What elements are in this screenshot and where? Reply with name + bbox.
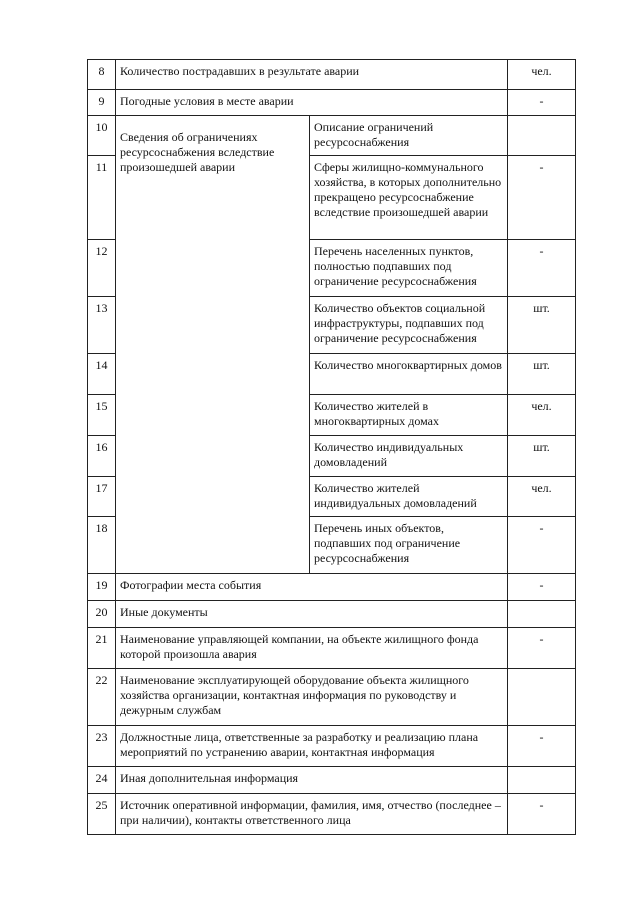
row-label: Наименование управляющей компании, на объекте жилищного фонда которой произошла авария xyxy=(116,628,508,669)
row-unit: чел. xyxy=(508,477,576,517)
row-number: 11 xyxy=(88,156,116,240)
row-number: 25 xyxy=(88,794,116,835)
row-unit: шт. xyxy=(508,436,576,477)
row-number: 14 xyxy=(88,354,116,395)
row-number: 10 xyxy=(88,116,116,156)
table-row xyxy=(88,90,576,116)
row-sublabel: Количество объектов социальной инфраструктуры, подпавших под ограничение ресурсоснабжения xyxy=(310,297,508,354)
row-number: 21 xyxy=(88,628,116,669)
row-sublabel: Перечень населенных пунктов, полностью подпавших под ограничение ресурсоснабжения xyxy=(310,240,508,297)
row-number: 19 xyxy=(88,574,116,601)
row-label: Погодные условия в месте аварии xyxy=(116,90,508,116)
row-sublabel: Описание ограничений ресурсоснабжения xyxy=(310,116,508,156)
table-row xyxy=(88,669,576,726)
row-unit: - xyxy=(508,90,576,116)
table-row xyxy=(88,726,576,767)
row-number: 22 xyxy=(88,669,116,726)
table-row xyxy=(88,601,576,628)
row-label: Иные документы xyxy=(116,601,508,628)
table-row xyxy=(88,574,576,601)
row-sublabel: Количество жителей индивидуальных домовладений xyxy=(310,477,508,517)
row-unit: - xyxy=(508,517,576,574)
table-row xyxy=(88,60,576,90)
row-number: 17 xyxy=(88,477,116,517)
row-number: 12 xyxy=(88,240,116,297)
group-label: Сведения об ограничениях ресурсоснабжения вследствие произошедшей аварии xyxy=(116,116,310,574)
table-row xyxy=(88,116,576,156)
row-label: Фотографии места события xyxy=(116,574,508,601)
row-number: 20 xyxy=(88,601,116,628)
row-unit: шт. xyxy=(508,354,576,395)
table-row xyxy=(88,767,576,794)
table-row xyxy=(88,628,576,669)
row-unit: чел. xyxy=(508,395,576,436)
row-unit: - xyxy=(508,726,576,767)
row-number: 8 xyxy=(88,60,116,90)
row-number: 9 xyxy=(88,90,116,116)
row-sublabel: Перечень иных объектов, подпавших под ограничение ресурсоснабжения xyxy=(310,517,508,574)
row-label: Источник оперативной информации, фамилия, имя, отчество (последнее – при наличии), контакты ответственного лица xyxy=(116,794,508,835)
row-number: 16 xyxy=(88,436,116,477)
row-label: Количество пострадавших в результате аварии xyxy=(116,60,508,90)
row-unit xyxy=(508,116,576,156)
row-sublabel: Сферы жилищно-коммунального хозяйства, в которых дополнительно прекращено ресурсоснабжение вследствие произошедшей аварии xyxy=(310,156,508,240)
row-number: 18 xyxy=(88,517,116,574)
row-number: 13 xyxy=(88,297,116,354)
row-label: Наименование эксплуатирующей оборудование объекта жилищного хозяйства организации, контактная информация по руководству и дежурным службам xyxy=(116,669,508,726)
row-number: 15 xyxy=(88,395,116,436)
row-label: Иная дополнительная информация xyxy=(116,767,508,794)
row-sublabel: Количество индивидуальных домовладений xyxy=(310,436,508,477)
row-unit: шт. xyxy=(508,297,576,354)
table-row xyxy=(88,794,576,835)
row-unit xyxy=(508,669,576,726)
row-unit xyxy=(508,601,576,628)
row-number: 24 xyxy=(88,767,116,794)
info-table xyxy=(87,59,576,835)
row-number: 23 xyxy=(88,726,116,767)
row-unit: - xyxy=(508,240,576,297)
row-unit xyxy=(508,767,576,794)
row-unit: чел. xyxy=(508,60,576,90)
row-sublabel: Количество многоквартирных домов xyxy=(310,354,508,395)
row-sublabel: Количество жителей в многоквартирных домах xyxy=(310,395,508,436)
row-unit: - xyxy=(508,156,576,240)
row-label: Должностные лица, ответственные за разработку и реализацию плана мероприятий по устранению аварии, контактная информация xyxy=(116,726,508,767)
row-unit: - xyxy=(508,628,576,669)
row-unit: - xyxy=(508,794,576,835)
row-unit: - xyxy=(508,574,576,601)
